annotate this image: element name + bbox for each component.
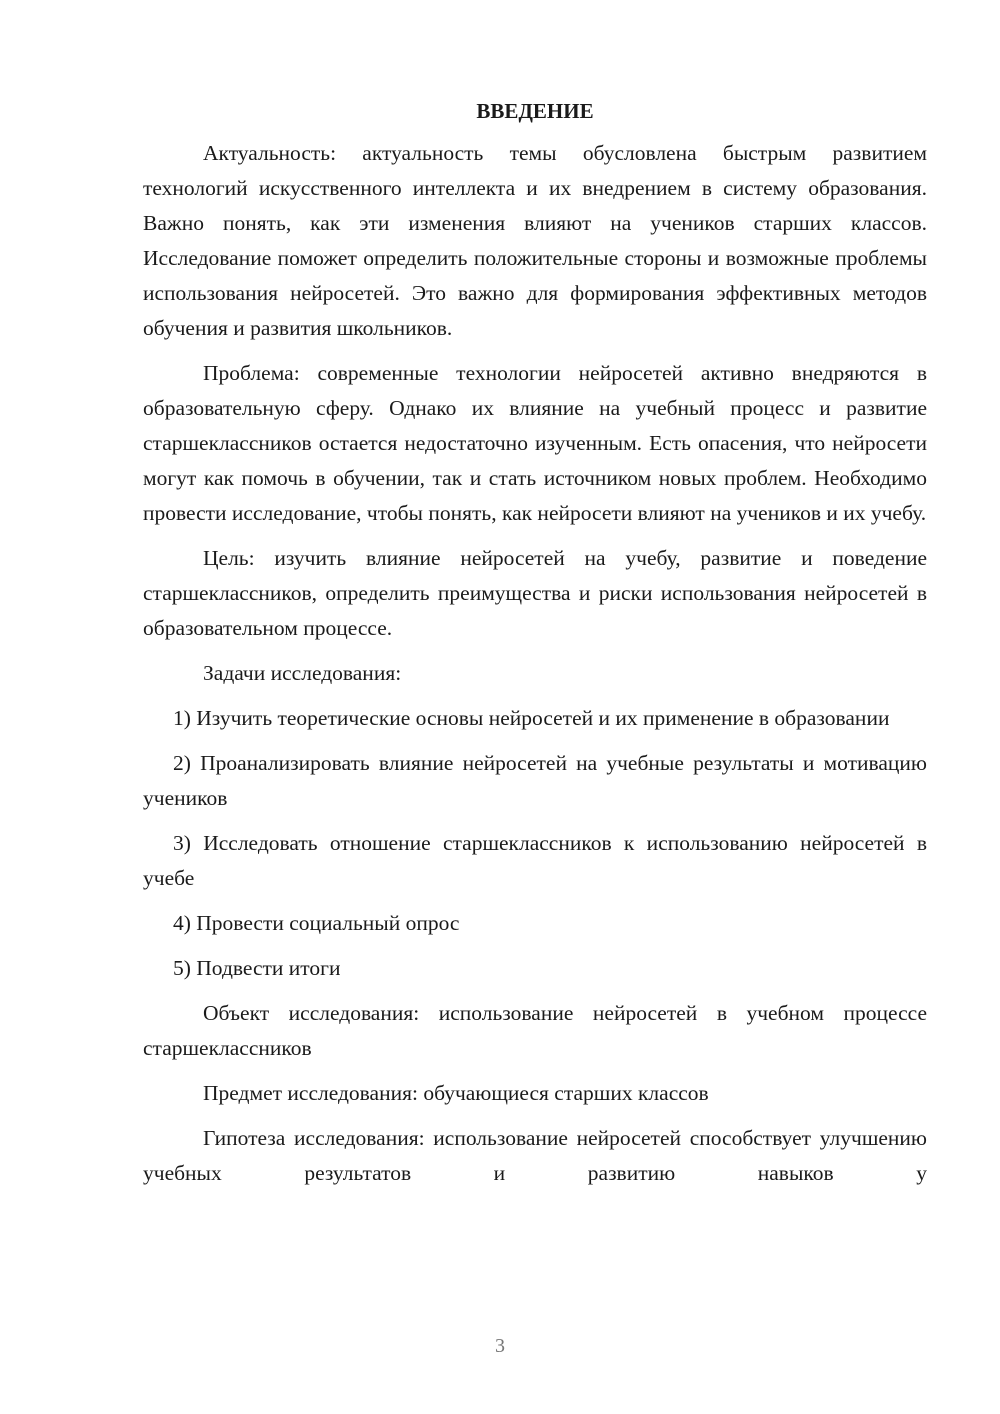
paragraph-problem: Проблема: современные технологии нейросетей активно внедряются в образовательную сферу. Однако их влияние на учебный процесс и развитие старшеклассников остается недостаточно изученным. Есть опасения, что нейросети могут как помочь в обучении, так и стать источником новых проблем. Необходимо провести исследование, чтобы понять, как нейросети влияют на учеников и их учебу. (143, 361, 927, 525)
document-body (143, 96, 927, 1201)
tasks-heading: Задачи исследования: (203, 661, 402, 685)
task-item: 2) Проанализировать влияние нейросетей на учебные результаты и мотивацию учеников (143, 751, 927, 810)
paragraph-hypothesis: Гипотеза исследования: использование нейросетей способствует улучшению учебных результатов и развитию навыков у (143, 1126, 927, 1185)
paragraph-relevance: Актуальность: актуальность темы обусловлена быстрым развитием технологий искусственного интеллекта и их внедрением в систему образования. Важно понять, как эти изменения влияют на учеников старших классов. Исследование поможет определить положительные стороны и возможные проблемы использования нейросетей. Это важно для формирования эффективных методов обучения и развития школьников. (143, 141, 927, 340)
paragraph-subject: Предмет исследования: обучающиеся старших классов (203, 1081, 709, 1105)
task-item: 5) Подвести итоги (173, 956, 341, 980)
task-item: 3) Исследовать отношение старшеклассников к использованию нейросетей в учебе (143, 831, 927, 890)
page-title: ВВЕДЕНИЕ (476, 99, 594, 123)
paragraph-object: Объект исследования: использование нейросетей в учебном процессе старшеклассников (143, 1001, 927, 1060)
task-item: 4) Провести социальный опрос (173, 911, 460, 935)
task-item: 1) Изучить теоретические основы нейросетей и их применение в образовании (173, 706, 890, 730)
page-number: 3 (495, 1335, 505, 1357)
paragraph-goal: Цель: изучить влияние нейросетей на учебу, развитие и поведение старшеклассников, определить преимущества и риски использования нейросетей в образовательном процессе. (143, 546, 927, 640)
